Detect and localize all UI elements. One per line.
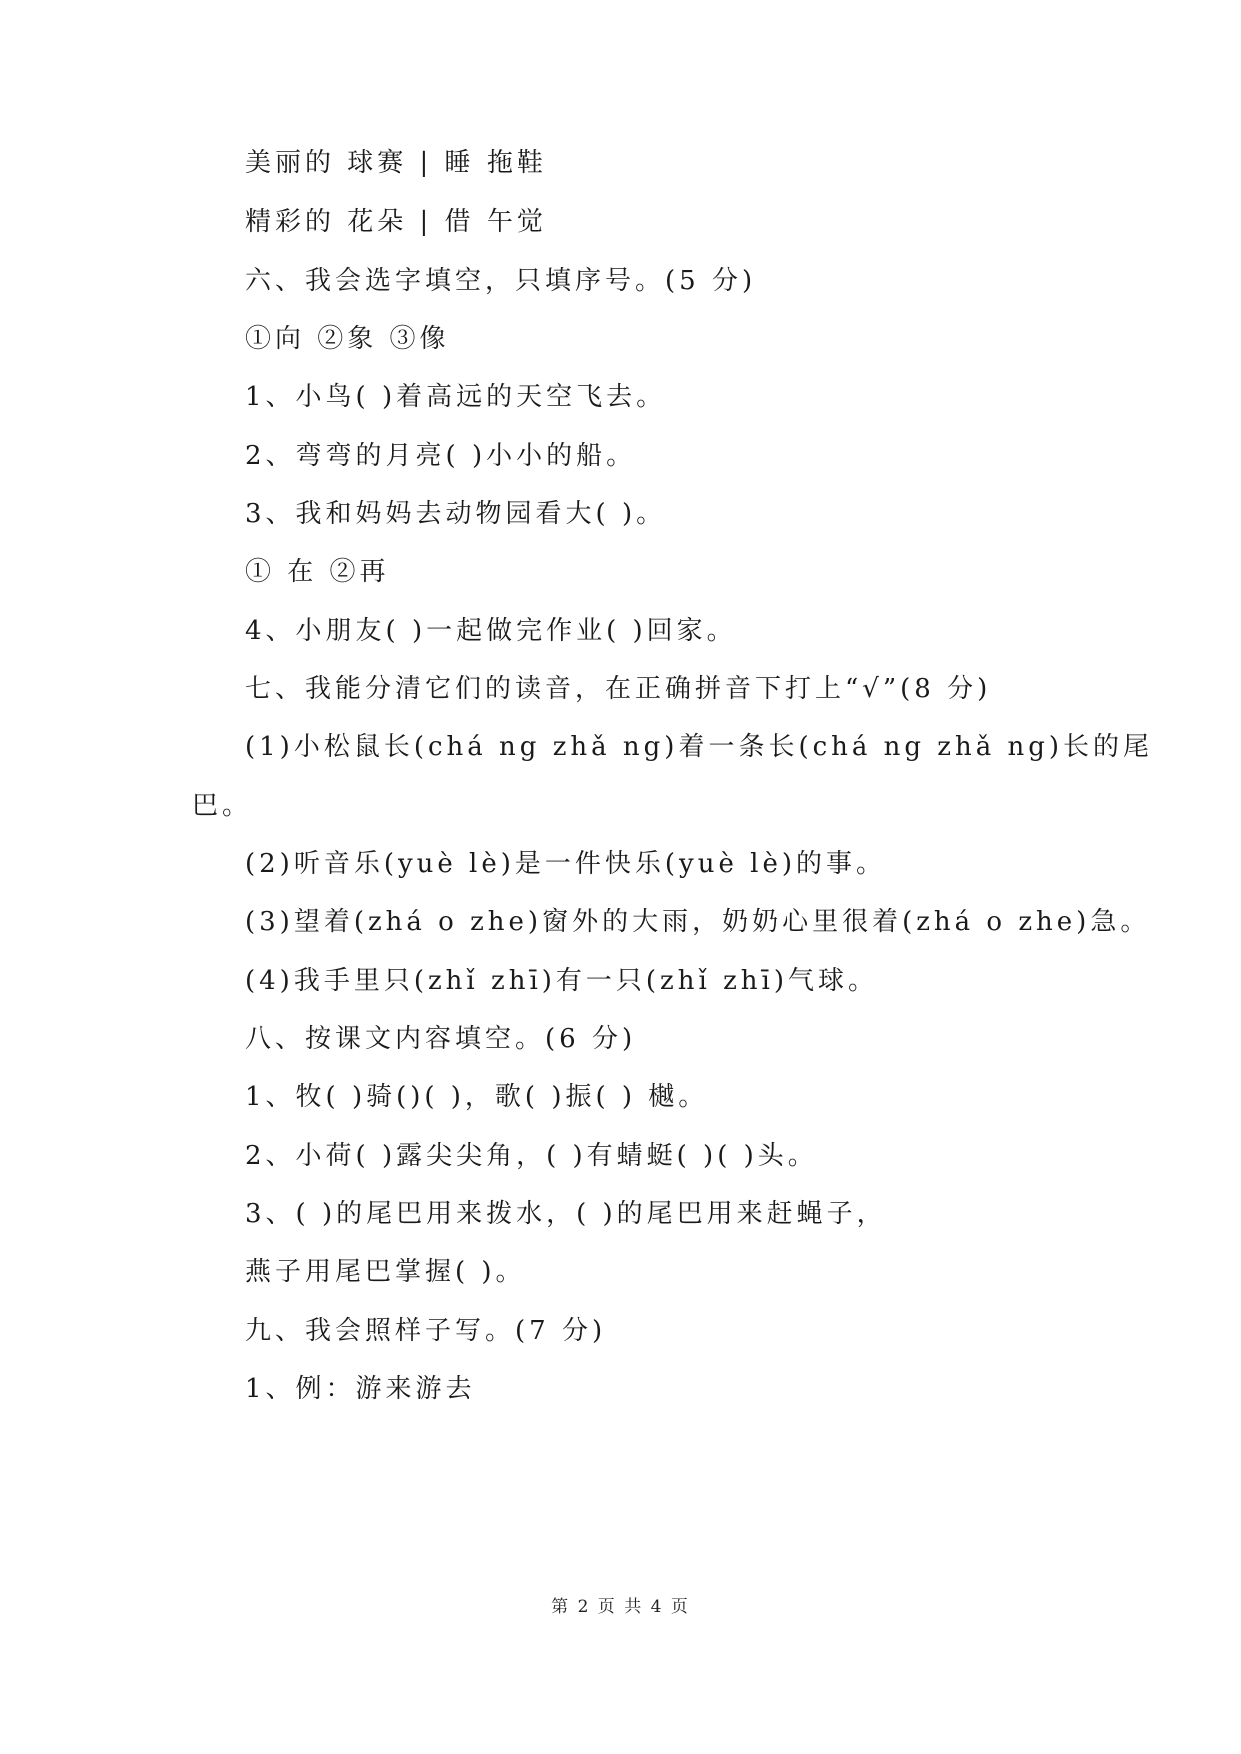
text-line: 3、( )的尾巴用来拨水，( )的尾巴用来赶蝇子， xyxy=(245,1199,887,1229)
text-line: 1、牧( )骑()( )，歌( )振( ) 樾。 xyxy=(245,1082,709,1112)
text-line: (3)望着(zhá o zhe)窗外的大雨，奶奶心里很着(zhá o zhe)急。 xyxy=(245,907,1151,937)
section-heading: 九、我会照样子写。(7 分) xyxy=(245,1316,607,1346)
text-line: ① 在 ②再 xyxy=(245,557,390,587)
text-line: 巴。 xyxy=(192,791,253,821)
section-heading: 七、我能分清它们的读音，在正确拼音下打上“√”(8 分) xyxy=(245,674,992,704)
text-line: (4)我手里只(zhǐ zhī)有一只(zhǐ zhī)气球。 xyxy=(245,966,878,996)
text-line: 1、例：游来游去 xyxy=(245,1374,476,1404)
page-footer: 第 2 页 共 4 页 xyxy=(551,1597,690,1617)
text-line: 2、弯弯的月亮( )小小的船。 xyxy=(245,441,637,471)
text-line: 3、我和妈妈去动物园看大( )。 xyxy=(245,499,667,529)
text-line: 2、小荷( )露尖尖角，( )有蜻蜓( )( )头。 xyxy=(245,1141,818,1171)
text-line: 美丽的 球赛 | 睡 拖鞋 xyxy=(245,148,547,178)
text-line: (1)小松鼠长(chá ng zhǎ ng)着一条长(chá ng zhǎ ng)长的尾 xyxy=(245,732,1154,762)
section-heading: 八、按课文内容填空。(6 分) xyxy=(245,1024,637,1054)
text-line: 燕子用尾巴掌握( )。 xyxy=(245,1257,526,1287)
text-line: (2)听音乐(yuè lè)是一件快乐(yuè lè)的事。 xyxy=(245,849,886,879)
text-line: 精彩的 花朵 | 借 午觉 xyxy=(245,207,547,237)
text-line: ①向 ②象 ③像 xyxy=(245,324,450,354)
section-heading: 六、我会选字填空，只填序号。(5 分) xyxy=(245,266,757,296)
text-line: 4、小朋友( )一起做完作业( )回家。 xyxy=(245,616,737,646)
text-line: 1、小鸟( )着高远的天空飞去。 xyxy=(245,382,667,412)
